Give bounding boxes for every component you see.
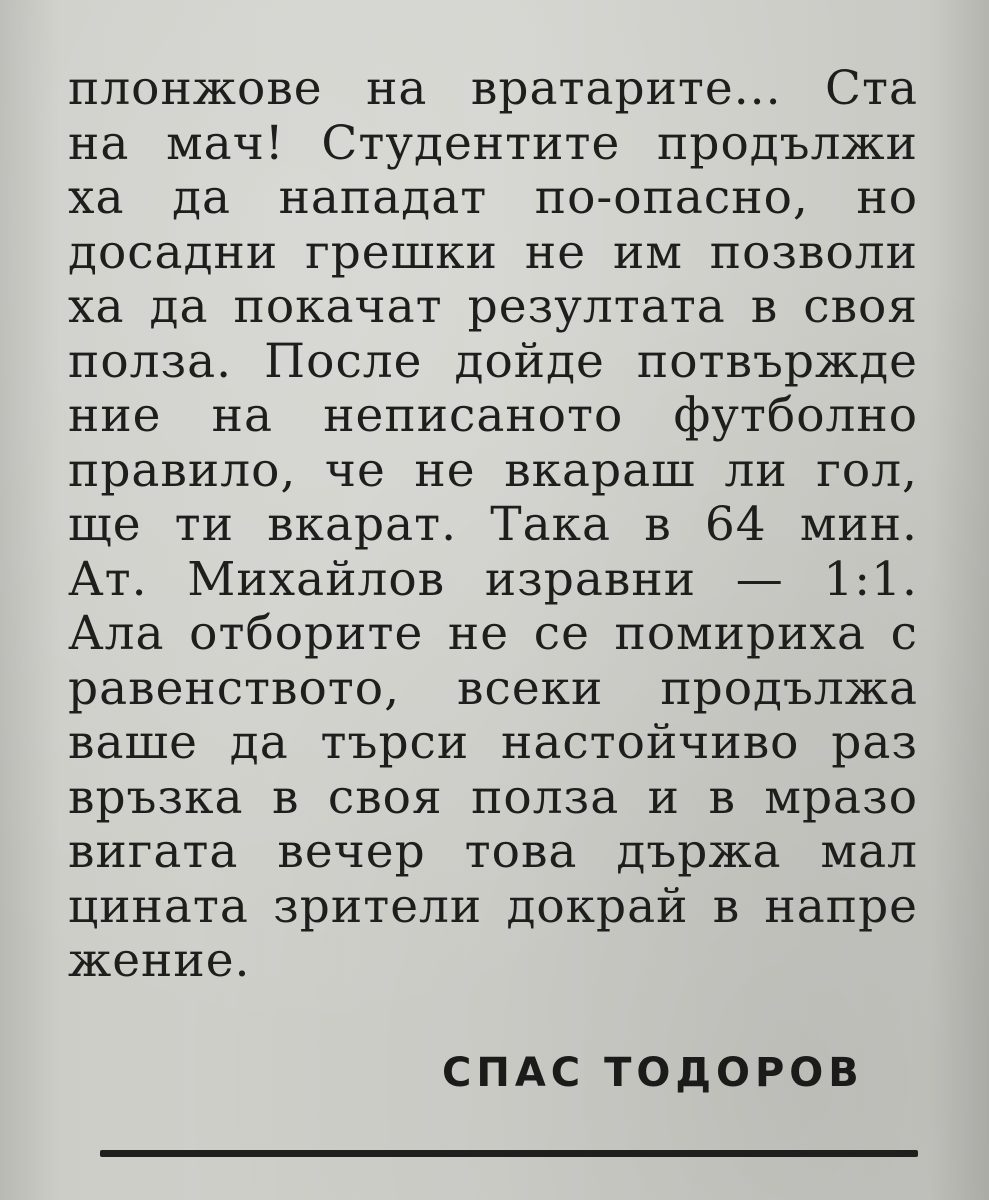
article-line: правило, че не вкараш ли гол, [68,442,918,498]
article-line: връзка в своя полза и в мразо [68,769,918,825]
article-line: плонжове на вратарите... Ста [68,61,918,116]
article-line: ваше да търси настойчиво раз [68,715,918,770]
article-line: полза. После дойде потвържде [68,333,918,389]
article-line: ха да нападат по-опасно, но [68,170,918,225]
article-line: жение. [68,933,251,988]
section-divider [100,1150,918,1157]
article-line: Ала отборите не се помириха с [68,606,918,661]
article-line: равенството, всеки продължа [68,660,918,716]
article-line: Ат. Михайлов изравни — 1:1. [68,551,918,607]
article-line: цината зрители докрай в напре [68,878,918,934]
author-byline: СПАС ТОДОРОВ [442,1050,864,1096]
article-line: ние на неписаното футболно [68,388,918,443]
article-body [68,62,918,989]
article-line: досадни грешки не им позволи [68,224,918,280]
article-line: вигата вечер това държа мал [68,824,918,879]
article-line: на мач! Студентите продължи [68,115,918,171]
article-line: ще ти вкарат. Така в 64 мин. [68,497,918,552]
article-line: ха да покачат резултата в своя [68,279,918,334]
